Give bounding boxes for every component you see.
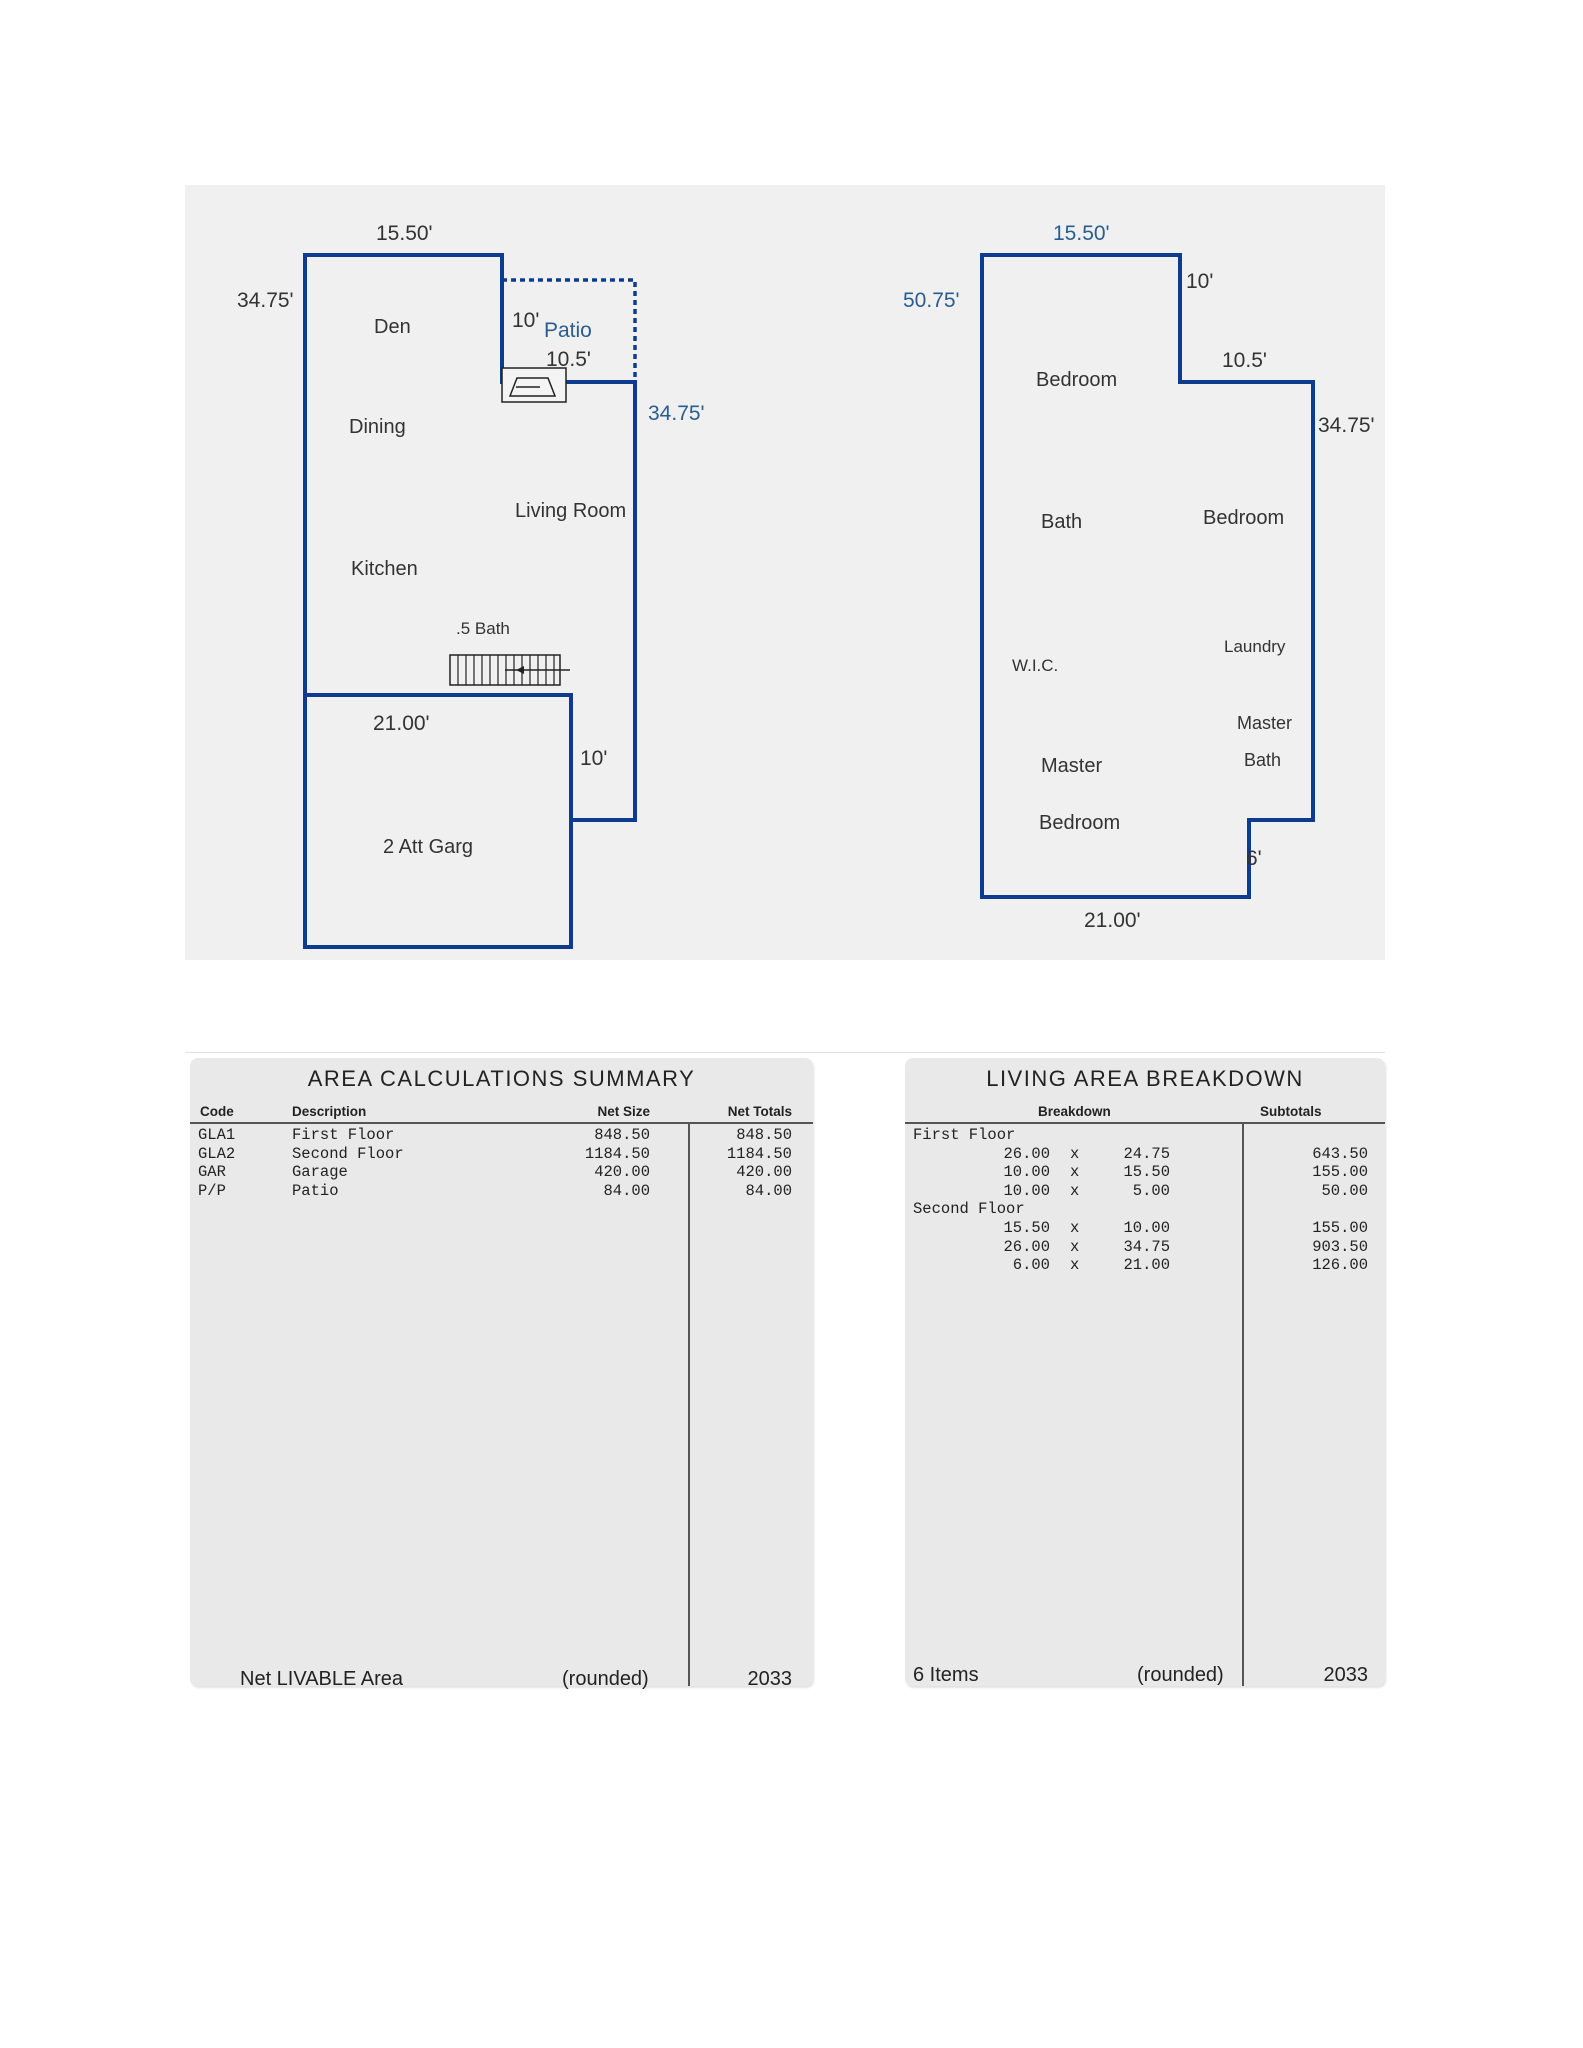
f1-left-dim: 34.75' <box>237 289 294 312</box>
rounded-label: (rounded) <box>1137 1664 1224 1686</box>
room-bath: Bath <box>1041 511 1083 533</box>
f2-right-dim: 34.75' <box>1318 414 1375 437</box>
times-sign: x <box>1070 1181 1080 1200</box>
room-master-bath-line2: Bath <box>1244 750 1282 770</box>
row-net-size: 84.00 <box>603 1181 650 1200</box>
times-sign: x <box>1070 1237 1080 1256</box>
factor-a: 15.50 <box>1003 1219 1050 1237</box>
room-den: Den <box>374 316 411 338</box>
room-wic: W.I.C. <box>1012 656 1059 675</box>
living-area-breakdown-panel <box>905 1058 1385 1686</box>
f2-bottom-dim: 21.00' <box>1084 909 1141 932</box>
row-net-total: 1184.50 <box>726 1144 792 1163</box>
f1-garage-top-dim: 21.00' <box>373 712 430 735</box>
row-description: Patio <box>292 1181 339 1200</box>
row-code: GAR <box>198 1163 226 1182</box>
row-code: GLA2 <box>198 1144 236 1163</box>
col-header-breakdown: Breakdown <box>1038 1104 1111 1119</box>
factor-b: 15.50 <box>1123 1163 1170 1182</box>
f1-garage-right-dim: 10' <box>580 747 608 770</box>
factor-b: 10.00 <box>1123 1219 1170 1237</box>
room-master-bed-line2: Bedroom <box>1039 812 1121 834</box>
breakdown-total: 2033 <box>1323 1664 1368 1686</box>
section-divider <box>185 1052 1385 1053</box>
row-net-total: 420.00 <box>736 1163 792 1182</box>
row-net-total: 84.00 <box>745 1181 792 1200</box>
factor-a: 26.00 <box>1003 1144 1050 1163</box>
col-header-subtotals: Subtotals <box>1260 1104 1322 1119</box>
factor-b: 5.00 <box>1132 1181 1170 1200</box>
header-rule <box>905 1122 1385 1124</box>
line-subtotal: 155.00 <box>1312 1219 1368 1237</box>
room-garage: 2 Att Garg <box>383 836 474 858</box>
rounded-label: (rounded) <box>562 1668 649 1690</box>
f2-notch-h-dim: 10.5' <box>1222 349 1267 372</box>
area-calculations-panel <box>190 1058 813 1690</box>
group-second-floor: Second Floor <box>913 1200 1025 1219</box>
line-subtotal: 903.50 <box>1312 1237 1368 1256</box>
row-description: Second Floor <box>292 1144 404 1163</box>
line-subtotal: 50.00 <box>1321 1181 1368 1200</box>
room-bedroom-2: Bedroom <box>1203 507 1285 529</box>
factor-a: 6.00 <box>1012 1256 1050 1275</box>
f1-right-dim: 34.75' <box>648 402 705 425</box>
line-subtotal: 126.00 <box>1312 1256 1368 1275</box>
f2-top-dim: 15.50' <box>1053 222 1110 245</box>
f1-top-dim: 15.50' <box>376 222 433 245</box>
row-net-size: 420.00 <box>594 1163 650 1182</box>
room-laundry: Laundry <box>1224 637 1286 656</box>
times-sign: x <box>1070 1163 1080 1182</box>
row-code: P/P <box>198 1181 226 1200</box>
room-dining: Dining <box>349 416 406 438</box>
col-header-description: Description <box>292 1104 367 1119</box>
row-net-size: 848.50 <box>594 1126 650 1144</box>
f2-notch-v-dim: 10' <box>1186 270 1214 293</box>
f2-jog-dim: 6' <box>1246 847 1262 870</box>
net-livable-total: 2033 <box>747 1668 792 1690</box>
breakdown-title: LIVING AREA BREAKDOWN <box>986 1066 1304 1091</box>
room-living: Living Room <box>515 500 627 522</box>
totals-column-rule <box>688 1122 690 1686</box>
row-description: Garage <box>292 1163 348 1182</box>
f2-left-dim: 50.75' <box>903 289 960 312</box>
line-subtotal: 643.50 <box>1312 1144 1368 1163</box>
group-first-floor: First Floor <box>913 1126 1016 1144</box>
area-summary-title: AREA CALCULATIONS SUMMARY <box>307 1066 696 1091</box>
room-half-bath: .5 Bath <box>456 619 510 638</box>
items-count: 6 Items <box>913 1664 979 1686</box>
fireplace-icon <box>502 368 566 402</box>
f1-patio-bottom-dim: 10.5' <box>546 348 591 371</box>
factor-b: 24.75 <box>1123 1144 1170 1163</box>
subtotals-column-rule <box>1242 1122 1244 1686</box>
factor-b: 34.75 <box>1123 1237 1170 1256</box>
times-sign: x <box>1070 1144 1080 1163</box>
net-livable-label: Net LIVABLE Area <box>240 1668 404 1690</box>
factor-a: 10.00 <box>1003 1181 1050 1200</box>
row-description: First Floor <box>292 1126 395 1144</box>
factor-b: 21.00 <box>1123 1256 1170 1275</box>
col-header-code: Code <box>200 1104 234 1119</box>
room-kitchen: Kitchen <box>351 558 418 580</box>
row-net-size: 1184.50 <box>584 1144 650 1163</box>
room-bedroom-1: Bedroom <box>1036 369 1118 391</box>
col-header-net-size: Net Size <box>597 1104 650 1119</box>
factor-a: 26.00 <box>1003 1237 1050 1256</box>
floor-plan-sketch <box>0 0 1583 1000</box>
room-master-bed-line1: Master <box>1041 755 1103 777</box>
times-sign: x <box>1070 1256 1080 1275</box>
patio-label: Patio <box>544 319 592 342</box>
factor-a: 10.00 <box>1003 1163 1050 1182</box>
room-master-bath-line1: Master <box>1237 713 1293 733</box>
line-subtotal: 155.00 <box>1312 1163 1368 1182</box>
col-header-net-totals: Net Totals <box>727 1104 792 1119</box>
row-code: GLA1 <box>198 1126 236 1144</box>
times-sign: x <box>1070 1219 1080 1237</box>
f1-patio-left-dim: 10' <box>512 309 540 332</box>
header-rule <box>190 1122 813 1124</box>
row-net-total: 848.50 <box>736 1126 792 1144</box>
